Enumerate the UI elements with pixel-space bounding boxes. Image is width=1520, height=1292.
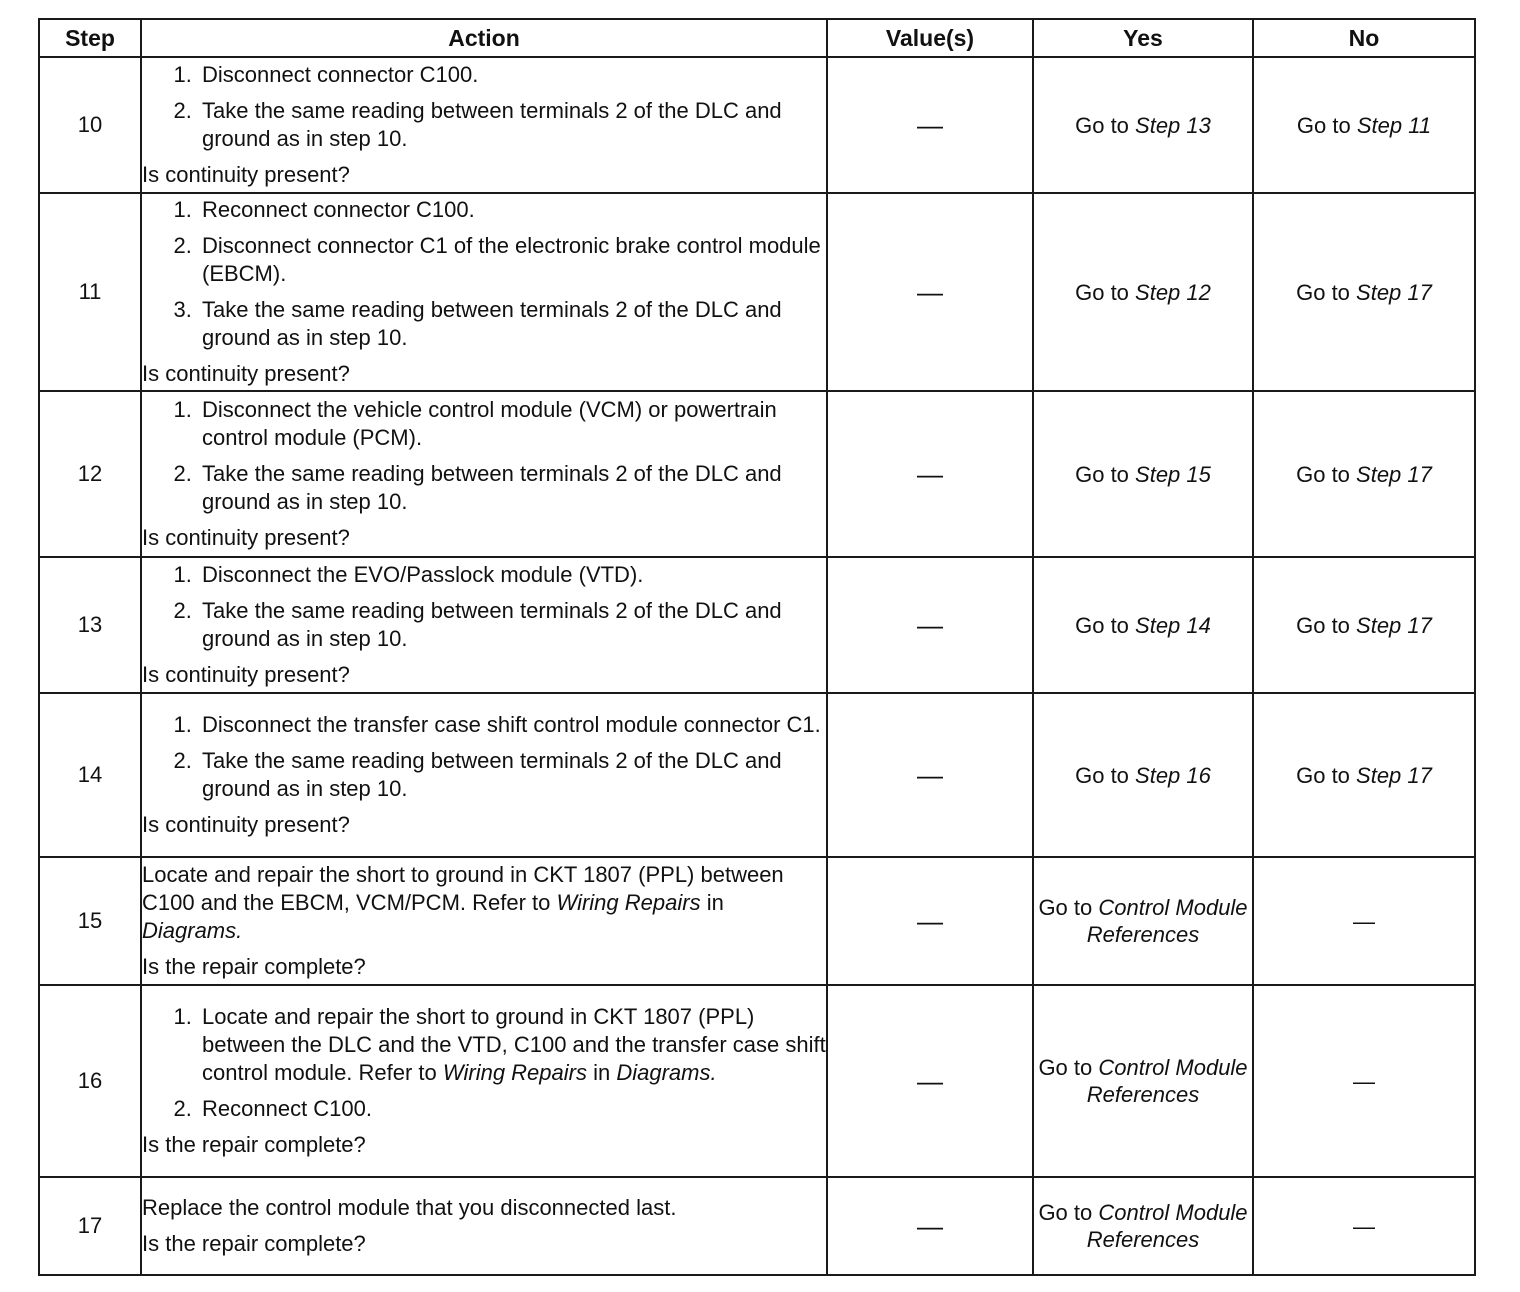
header-yes: Yes [1033, 19, 1253, 57]
no-ref: Step 17 [1356, 461, 1432, 487]
yes-cell [1033, 857, 1253, 985]
no-cell [1253, 57, 1475, 193]
question: Is the repair complete? [142, 1132, 366, 1157]
diagnostic-table [38, 18, 1476, 1276]
list-item: 1. Disconnect the vehicle control module (VCM) or powertrain control module (PCM). [198, 396, 826, 452]
step-number: 16 [39, 985, 141, 1177]
yes-cell [1033, 693, 1253, 857]
table-row [39, 693, 1475, 857]
table-row [39, 985, 1475, 1177]
list-item: 1. Disconnect the transfer case shift control module connector C1. [198, 711, 826, 739]
action-cell [141, 57, 827, 193]
list-item: 1. Disconnect connector C100. [198, 61, 826, 89]
yes-cell [1033, 57, 1253, 193]
list-item: 2. Reconnect C100. [198, 1095, 826, 1123]
yes-ref: Step 16 [1135, 762, 1211, 788]
yes-ref: Step 13 [1135, 112, 1211, 138]
header-step: Step [39, 19, 141, 57]
yes-prefix: Go to [1038, 895, 1099, 920]
yes-cell [1033, 557, 1253, 693]
action-list [142, 61, 826, 153]
value-cell: — [827, 693, 1033, 857]
yes-prefix: Go to [1075, 112, 1136, 138]
yes-cell [1033, 391, 1253, 557]
question: Is continuity present? [142, 812, 350, 837]
step-number: 13 [39, 557, 141, 693]
action-text: Replace the control module that you disconnected last. [142, 1195, 677, 1220]
item-text-a: Locate and repair the short to ground in CKT 1807 (PPL) between the DLC and the VTD, C100 and the transfer case shift control module. Refer to [202, 1004, 826, 1085]
list-item: 1. Disconnect the EVO/Passlock module (VTD). [198, 561, 826, 589]
yes-ref: Control Module References [1086, 895, 1248, 947]
action-list [142, 561, 826, 653]
table-row [39, 193, 1475, 391]
step-number: 14 [39, 693, 141, 857]
value-cell: — [827, 57, 1033, 193]
list-item [198, 1003, 826, 1087]
no-cell [1253, 557, 1475, 693]
list-item: 1. Reconnect connector C100. [198, 196, 826, 224]
yes-prefix: Go to [1075, 762, 1136, 788]
wiring-repairs-ref: Wiring Repairs [442, 1060, 587, 1085]
no-prefix: Go to [1296, 112, 1357, 138]
no-cell [1253, 693, 1475, 857]
yes-prefix: Go to [1075, 612, 1136, 638]
value-cell: — [827, 557, 1033, 693]
yes-prefix: Go to [1038, 1200, 1099, 1225]
yes-ref: Control Module References [1086, 1200, 1248, 1252]
question: Is continuity present? [142, 361, 350, 386]
no-cell: — [1253, 985, 1475, 1177]
step-number: 12 [39, 391, 141, 557]
table-row [39, 391, 1475, 557]
action-text [142, 861, 826, 945]
action-cell [141, 985, 827, 1177]
action-list [142, 711, 826, 803]
action-text-mid: in [700, 890, 724, 915]
question: Is continuity present? [142, 662, 350, 687]
action-cell [141, 193, 827, 391]
list-item: 2. Take the same reading between terminals 2 of the DLC and ground as in step 10. [198, 97, 826, 153]
question: Is the repair complete? [142, 954, 366, 979]
table-row [39, 57, 1475, 193]
question: Is continuity present? [142, 525, 350, 550]
list-item: 2. Take the same reading between terminals 2 of the DLC and ground as in step 10. [198, 460, 826, 516]
yes-ref: Control Module References [1086, 1055, 1248, 1107]
question: Is the repair complete? [142, 1231, 366, 1256]
action-list [142, 396, 826, 516]
action-cell [141, 857, 827, 985]
no-prefix: Go to [1296, 762, 1357, 788]
no-cell [1253, 193, 1475, 391]
no-cell [1253, 391, 1475, 557]
header-no: No [1253, 19, 1475, 57]
no-ref: Step 17 [1356, 762, 1432, 788]
list-item: 2. Disconnect connector C1 of the electronic brake control module (EBCM). [198, 232, 826, 288]
step-number: 17 [39, 1177, 141, 1275]
value-cell: — [827, 1177, 1033, 1275]
value-cell: — [827, 857, 1033, 985]
list-item: 3. Take the same reading between terminals 2 of the DLC and ground as in step 10. [198, 296, 826, 352]
no-prefix: Go to [1296, 612, 1357, 638]
yes-ref: Step 15 [1135, 461, 1211, 487]
table-row [39, 857, 1475, 985]
action-cell [141, 391, 827, 557]
value-cell: — [827, 391, 1033, 557]
question: Is continuity present? [142, 162, 350, 187]
action-cell [141, 693, 827, 857]
action-cell [141, 557, 827, 693]
yes-prefix: Go to [1075, 279, 1136, 305]
yes-ref: Step 12 [1135, 279, 1211, 305]
no-prefix: Go to [1296, 279, 1357, 305]
header-values: Value(s) [827, 19, 1033, 57]
table-row [39, 1177, 1475, 1275]
list-item: 2. Take the same reading between terminals 2 of the DLC and ground as in step 10. [198, 747, 826, 803]
value-cell: — [827, 193, 1033, 391]
yes-prefix: Go to [1038, 1055, 1099, 1080]
diagrams-ref: Diagrams. [142, 918, 243, 943]
header-action: Action [141, 19, 827, 57]
diagrams-ref: Diagrams. [616, 1060, 717, 1085]
no-cell: — [1253, 857, 1475, 985]
step-number: 15 [39, 857, 141, 985]
action-text-a: Locate and repair the short to ground in CKT 1807 (PPL) between C100 and the EBCM, VCM/PCM. Refer to [142, 862, 784, 915]
yes-prefix: Go to [1075, 461, 1136, 487]
no-ref: Step 17 [1356, 279, 1432, 305]
yes-cell [1033, 1177, 1253, 1275]
item-text-mid: in [586, 1060, 617, 1085]
no-prefix: Go to [1296, 461, 1357, 487]
step-number: 11 [39, 193, 141, 391]
table-row [39, 557, 1475, 693]
wiring-repairs-ref: Wiring Repairs [556, 890, 701, 915]
no-ref: Step 17 [1356, 612, 1432, 638]
no-ref: Step 11 [1356, 112, 1432, 138]
no-cell: — [1253, 1177, 1475, 1275]
yes-cell [1033, 985, 1253, 1177]
value-cell: — [827, 985, 1033, 1177]
yes-cell [1033, 193, 1253, 391]
yes-ref: Step 14 [1135, 612, 1211, 638]
step-number: 10 [39, 57, 141, 193]
action-cell [141, 1177, 827, 1275]
action-list [142, 196, 826, 352]
action-list [142, 1003, 826, 1123]
header-row [39, 19, 1475, 57]
list-item: 2. Take the same reading between terminals 2 of the DLC and ground as in step 10. [198, 597, 826, 653]
